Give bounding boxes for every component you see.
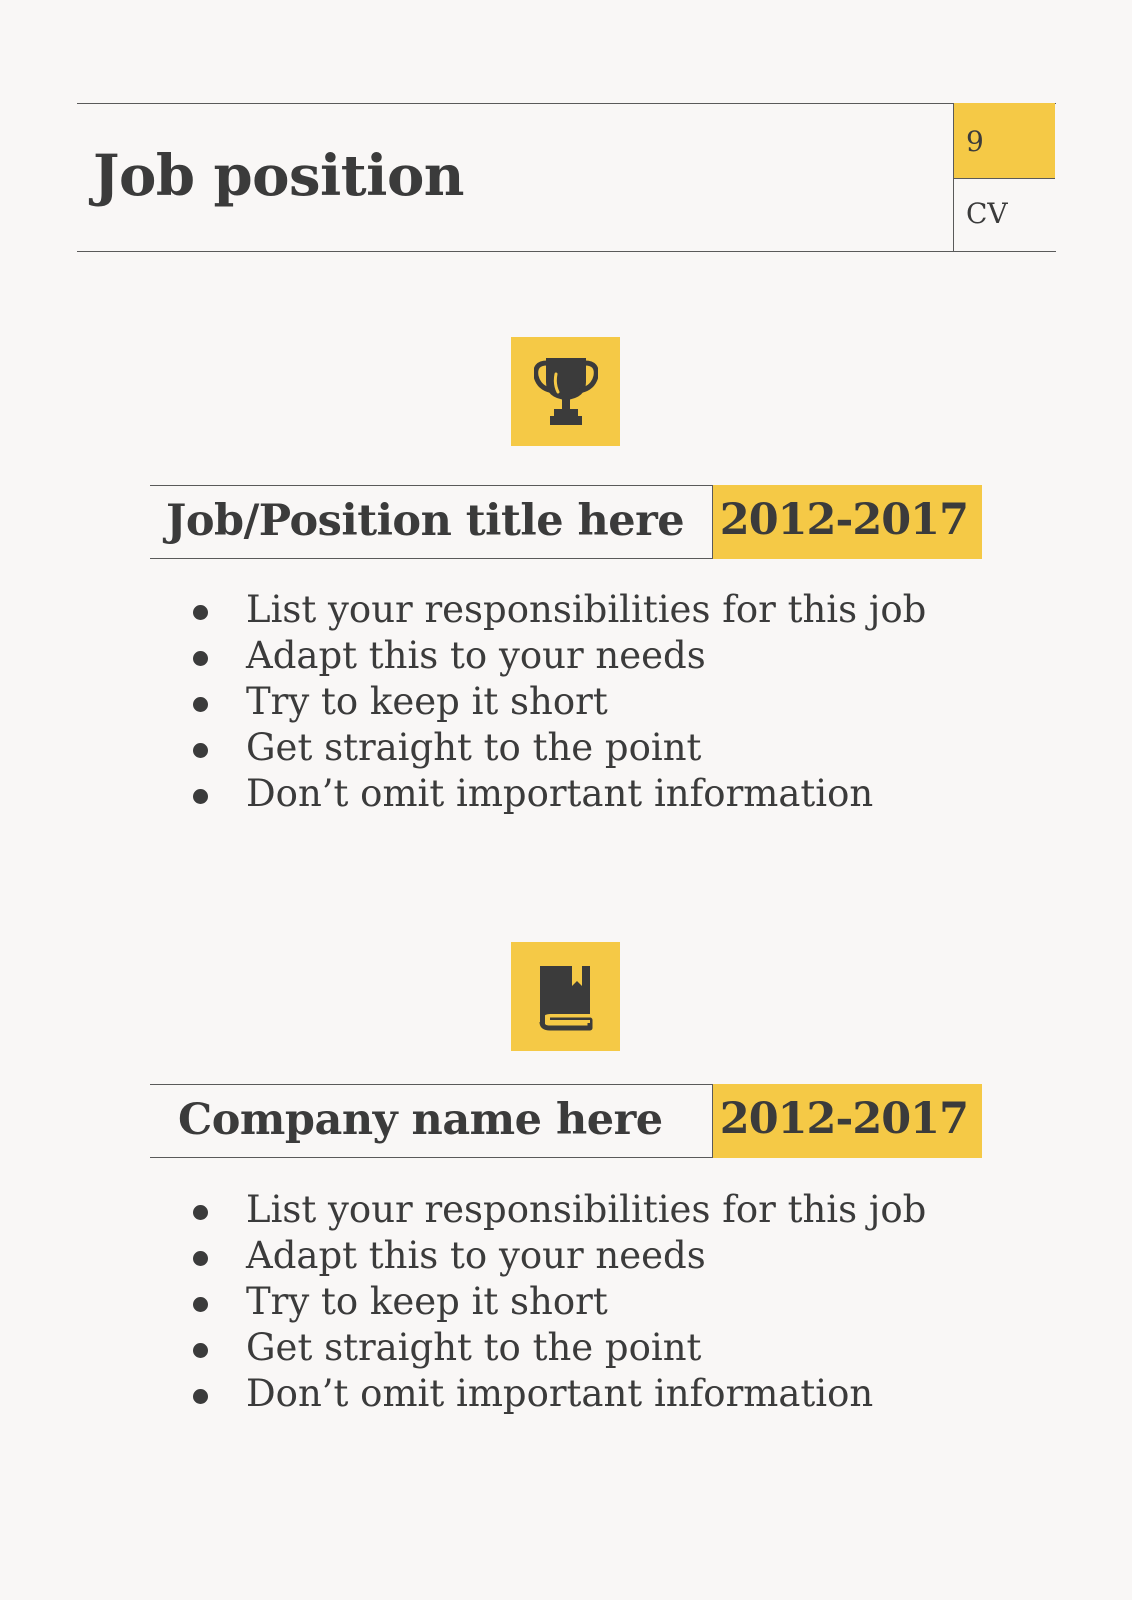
list-item-text: Adapt this to your needs: [246, 634, 706, 677]
list-item: [193, 679, 926, 725]
job-title: Job/Position title here: [166, 496, 685, 546]
bullet-dot: [193, 1251, 208, 1266]
list-item: [193, 1371, 926, 1417]
trophy-icon-box: [511, 337, 620, 446]
header-side-panel: [953, 103, 1056, 252]
bullet-dot: [193, 743, 208, 758]
book-icon: [536, 962, 596, 1032]
list-item: [193, 771, 926, 817]
bullet-dot: [193, 605, 208, 620]
list-item-text: List your responsibilities for this job: [246, 588, 927, 631]
list-item-text: Don’t omit important information: [246, 1372, 874, 1415]
bullet-dot: [193, 1205, 208, 1220]
page-header: [77, 103, 1056, 252]
responsibilities-list: [193, 1187, 926, 1417]
section-label: CV: [966, 196, 1008, 230]
bullet-dot: [193, 1343, 208, 1358]
list-item-text: List your responsibilities for this job: [246, 1188, 927, 1231]
list-item: [193, 587, 926, 633]
list-item-text: Try to keep it short: [246, 680, 608, 723]
list-item: [193, 725, 926, 771]
bullet-dot: [193, 1389, 208, 1404]
list-item: [193, 1325, 926, 1371]
list-item: [193, 1279, 926, 1325]
bullet-dot: [193, 789, 208, 804]
list-item-text: Try to keep it short: [246, 1280, 608, 1323]
list-item: [193, 633, 926, 679]
date-range: 2012-2017: [712, 485, 982, 559]
entry-bar: [150, 1084, 982, 1158]
list-item-text: Get straight to the point: [246, 726, 702, 769]
list-item-text: Get straight to the point: [246, 1326, 702, 1369]
list-item-text: Don’t omit important information: [246, 772, 874, 815]
page-number: 9: [954, 103, 1055, 179]
responsibilities-list: [193, 587, 926, 817]
entry-bar: [150, 485, 982, 559]
bullet-dot: [193, 697, 208, 712]
book-icon-box: [511, 942, 620, 1051]
page-title: Job position: [93, 143, 465, 209]
list-item-text: Adapt this to your needs: [246, 1234, 706, 1277]
list-item: [193, 1187, 926, 1233]
bullet-dot: [193, 651, 208, 666]
trophy-icon: [534, 354, 598, 430]
company-name: Company name here: [178, 1095, 663, 1145]
bullet-dot: [193, 1297, 208, 1312]
date-range: 2012-2017: [712, 1084, 982, 1158]
list-item: [193, 1233, 926, 1279]
